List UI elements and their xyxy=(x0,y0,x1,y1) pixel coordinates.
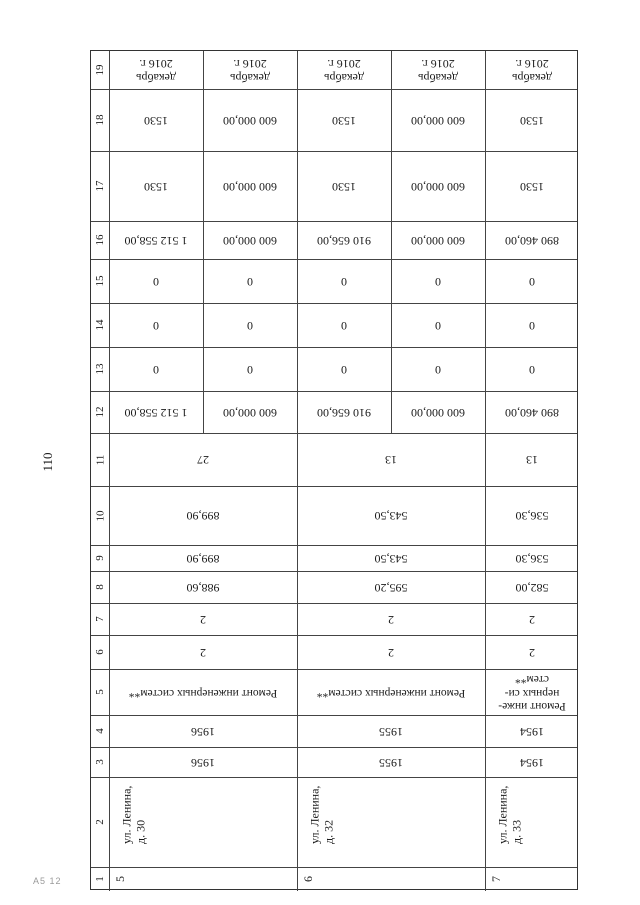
column-number: 9 xyxy=(93,555,106,561)
table-cell: 2 xyxy=(529,612,535,627)
address-text: ул. Ленина, д. 33 xyxy=(495,785,524,845)
column-number: 8 xyxy=(93,584,106,590)
table-cell: 988,60 xyxy=(186,580,220,595)
table-cell: 0 xyxy=(435,362,441,377)
table-cell: декабрь 2016 г. xyxy=(324,57,364,85)
table-cell: 536,30 xyxy=(515,509,549,524)
table-cell: 2 xyxy=(529,645,535,660)
address-cell xyxy=(297,777,485,867)
repair-schedule-table xyxy=(90,50,578,890)
table-cell: 1 512 558,00 xyxy=(124,233,188,248)
table-cell: 13 xyxy=(385,453,397,468)
cell-divider xyxy=(485,867,486,891)
column-number: 5 xyxy=(93,689,106,695)
table-cell: 543,50 xyxy=(374,509,408,524)
table-cell: 600 000,00 xyxy=(223,405,277,420)
table-cell: 1955 xyxy=(379,724,403,739)
table-cell: 543,50 xyxy=(374,551,408,566)
address-cell xyxy=(485,777,579,867)
table-cell: 0 xyxy=(435,318,441,333)
table-cell: 1956 xyxy=(191,755,215,770)
scan-mark: A5 12 xyxy=(33,876,62,886)
table-cell: 0 xyxy=(247,274,253,289)
table-cell: 13 xyxy=(526,453,538,468)
column-number: 19 xyxy=(93,64,106,76)
table-cell: 600 000,00 xyxy=(223,179,277,194)
table-cell: 0 xyxy=(247,318,253,333)
table-cell: 1530 xyxy=(144,179,168,194)
column-number: 18 xyxy=(93,114,106,126)
table-cell: 600 000,00 xyxy=(411,179,465,194)
band-divider xyxy=(91,867,577,868)
table-cell: 890 460,00 xyxy=(505,405,559,420)
page-number: 110 xyxy=(40,452,55,472)
table-cell: 536,30 xyxy=(515,551,549,566)
table-cell: 0 xyxy=(341,362,347,377)
table-cell: 2 xyxy=(388,645,394,660)
column-number: 16 xyxy=(93,234,106,246)
table-cell: 0 xyxy=(341,274,347,289)
address-text: ул. Ленина, д. 32 xyxy=(307,785,336,845)
table-cell: 1954 xyxy=(520,755,544,770)
table-cell: 0 xyxy=(153,274,159,289)
table-cell: 600 000,00 xyxy=(411,405,465,420)
column-number: 4 xyxy=(93,728,106,734)
table-cell: 0 xyxy=(247,362,253,377)
table-cell: 2 xyxy=(388,612,394,627)
table-cell: 0 xyxy=(529,318,535,333)
table-cell: 899,90 xyxy=(186,551,220,566)
table-cell: 1530 xyxy=(332,113,356,128)
address-text: ул. Ленина, д. 30 xyxy=(119,785,148,845)
table-cell: 600 000,00 xyxy=(411,113,465,128)
table-cell: 899,90 xyxy=(186,509,220,524)
table-cell: 2 xyxy=(200,612,206,627)
row-number: 5 xyxy=(113,876,128,882)
table-cell: 600 000,00 xyxy=(223,233,277,248)
table-cell: 27 xyxy=(197,453,209,468)
table-cell: 0 xyxy=(153,318,159,333)
table-cell: 1530 xyxy=(520,113,544,128)
table-cell: 1956 xyxy=(191,724,215,739)
table-cell: 910 656,00 xyxy=(317,233,371,248)
table-cell: декабрь 2016 г. xyxy=(230,57,270,85)
column-number: 3 xyxy=(93,759,106,765)
table-cell: 0 xyxy=(529,362,535,377)
column-number: 15 xyxy=(93,275,106,287)
table-cell: 600 000,00 xyxy=(411,233,465,248)
table-cell: 0 xyxy=(341,318,347,333)
table-cell: 0 xyxy=(153,362,159,377)
table-cell: 1530 xyxy=(520,179,544,194)
table-cell: декабрь 2016 г. xyxy=(136,57,176,85)
table-cell: 1530 xyxy=(144,113,168,128)
table-cell: 1530 xyxy=(332,179,356,194)
table-cell: 0 xyxy=(435,274,441,289)
column-number: 12 xyxy=(93,406,106,418)
table-cell: декабрь 2016 г. xyxy=(512,57,552,85)
table-cell: 1 512 558,00 xyxy=(124,405,188,420)
column-number: 2 xyxy=(93,819,106,825)
row-number: 7 xyxy=(489,876,504,882)
column-number: 7 xyxy=(93,616,106,622)
column-number: 13 xyxy=(93,363,106,375)
work-type: Ремонт инженерных систем** xyxy=(316,686,466,699)
column-number: 10 xyxy=(93,510,106,521)
column-number: 1 xyxy=(93,876,106,882)
column-number: 14 xyxy=(93,319,106,331)
table-cell: 600 000,00 xyxy=(223,113,277,128)
table-cell: 890 460,00 xyxy=(505,233,559,248)
work-type: Ремонт инже-нерных си-стем** xyxy=(498,673,566,712)
table-cell: 0 xyxy=(529,274,535,289)
row-number: 6 xyxy=(301,876,316,882)
address-cell xyxy=(109,777,297,867)
table-cell: 1954 xyxy=(520,724,544,739)
column-number: 11 xyxy=(93,454,106,465)
table-cell: 910 656,00 xyxy=(317,405,371,420)
table-cell: декабрь 2016 г. xyxy=(418,57,458,85)
cell-divider xyxy=(297,867,298,891)
table-cell: 595,20 xyxy=(374,580,408,595)
table-cell: 1955 xyxy=(379,755,403,770)
column-number: 17 xyxy=(93,180,106,192)
column-number: 6 xyxy=(93,649,106,655)
work-type: Ремонт инженерных систем** xyxy=(128,686,278,699)
table-cell: 582,00 xyxy=(515,580,549,595)
table-cell: 2 xyxy=(200,645,206,660)
